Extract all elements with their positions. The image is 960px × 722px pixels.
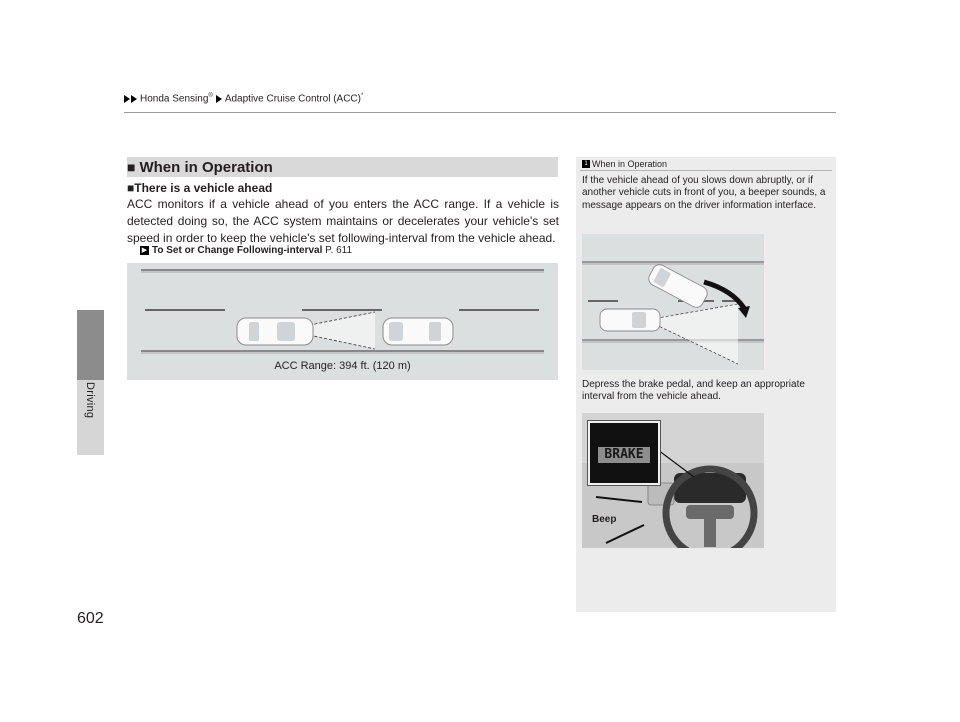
breadcrumb-link-acc[interactable]: Adaptive Cruise Control (ACC)* <box>224 93 364 105</box>
section-marker-icon: ■ <box>127 159 136 175</box>
breadcrumb-arrow-icon <box>216 95 222 103</box>
header-divider <box>124 112 836 113</box>
note-paragraph-1: If the vehicle ahead of you slows down abruptly, or if another vehicle cuts in front of you, a beeper sounds, a message appears on the driver information interface. <box>582 175 826 211</box>
note-heading <box>582 159 667 169</box>
body-paragraph: ACC monitors if a vehicle ahead of you enters the ACC range. If a vehicle is detected doing so, the ACC system maintains or decelerates your vehicle's set speed in order to keep the vehicle's set following-interval from the vehicle ahead. <box>127 197 559 245</box>
note-divider <box>580 170 832 171</box>
breadcrumb-arrow-icon <box>124 95 130 103</box>
cut-in-illustration <box>582 234 764 370</box>
breadcrumb-arrow-icon <box>131 95 137 103</box>
note-title: When in Operation <box>592 159 668 169</box>
brake-warning-diagram <box>582 413 764 548</box>
brake-warning-label: BRAKE <box>598 447 650 463</box>
acc-range-label: ACC Range: 394 ft. (120 m) <box>274 360 411 372</box>
cross-reference-link[interactable]: ▶ To Set or Change Following-interval P. 611 <box>141 245 353 256</box>
note-paragraph-2: Depress the brake pedal, and keep an appropriate interval from the vehicle ahead. <box>582 379 805 403</box>
vehicle-ahead-icon <box>383 318 453 345</box>
breadcrumb <box>124 93 366 104</box>
xref-arrow-icon: ▶ <box>141 246 148 254</box>
beep-label: Beep <box>592 514 617 525</box>
cutting-in-vehicle-icon <box>646 262 709 310</box>
section-title: When in Operation <box>139 158 273 176</box>
note-number-badge: 1 <box>582 160 590 168</box>
cut-in-arrow-icon <box>704 282 744 308</box>
section-heading <box>127 157 558 177</box>
chapter-tab-marker <box>77 310 104 380</box>
brake-warning-display <box>588 421 660 485</box>
own-vehicle-icon <box>600 309 660 331</box>
subsection-title: ■There is a vehicle ahead <box>127 181 273 195</box>
breadcrumb-link-honda-sensing[interactable]: Honda Sensing® <box>140 93 213 105</box>
chapter-tab-label: Driving <box>84 382 96 419</box>
own-vehicle-icon <box>237 318 313 345</box>
cut-in-diagram <box>582 234 764 370</box>
page-number: 602 <box>77 610 104 627</box>
